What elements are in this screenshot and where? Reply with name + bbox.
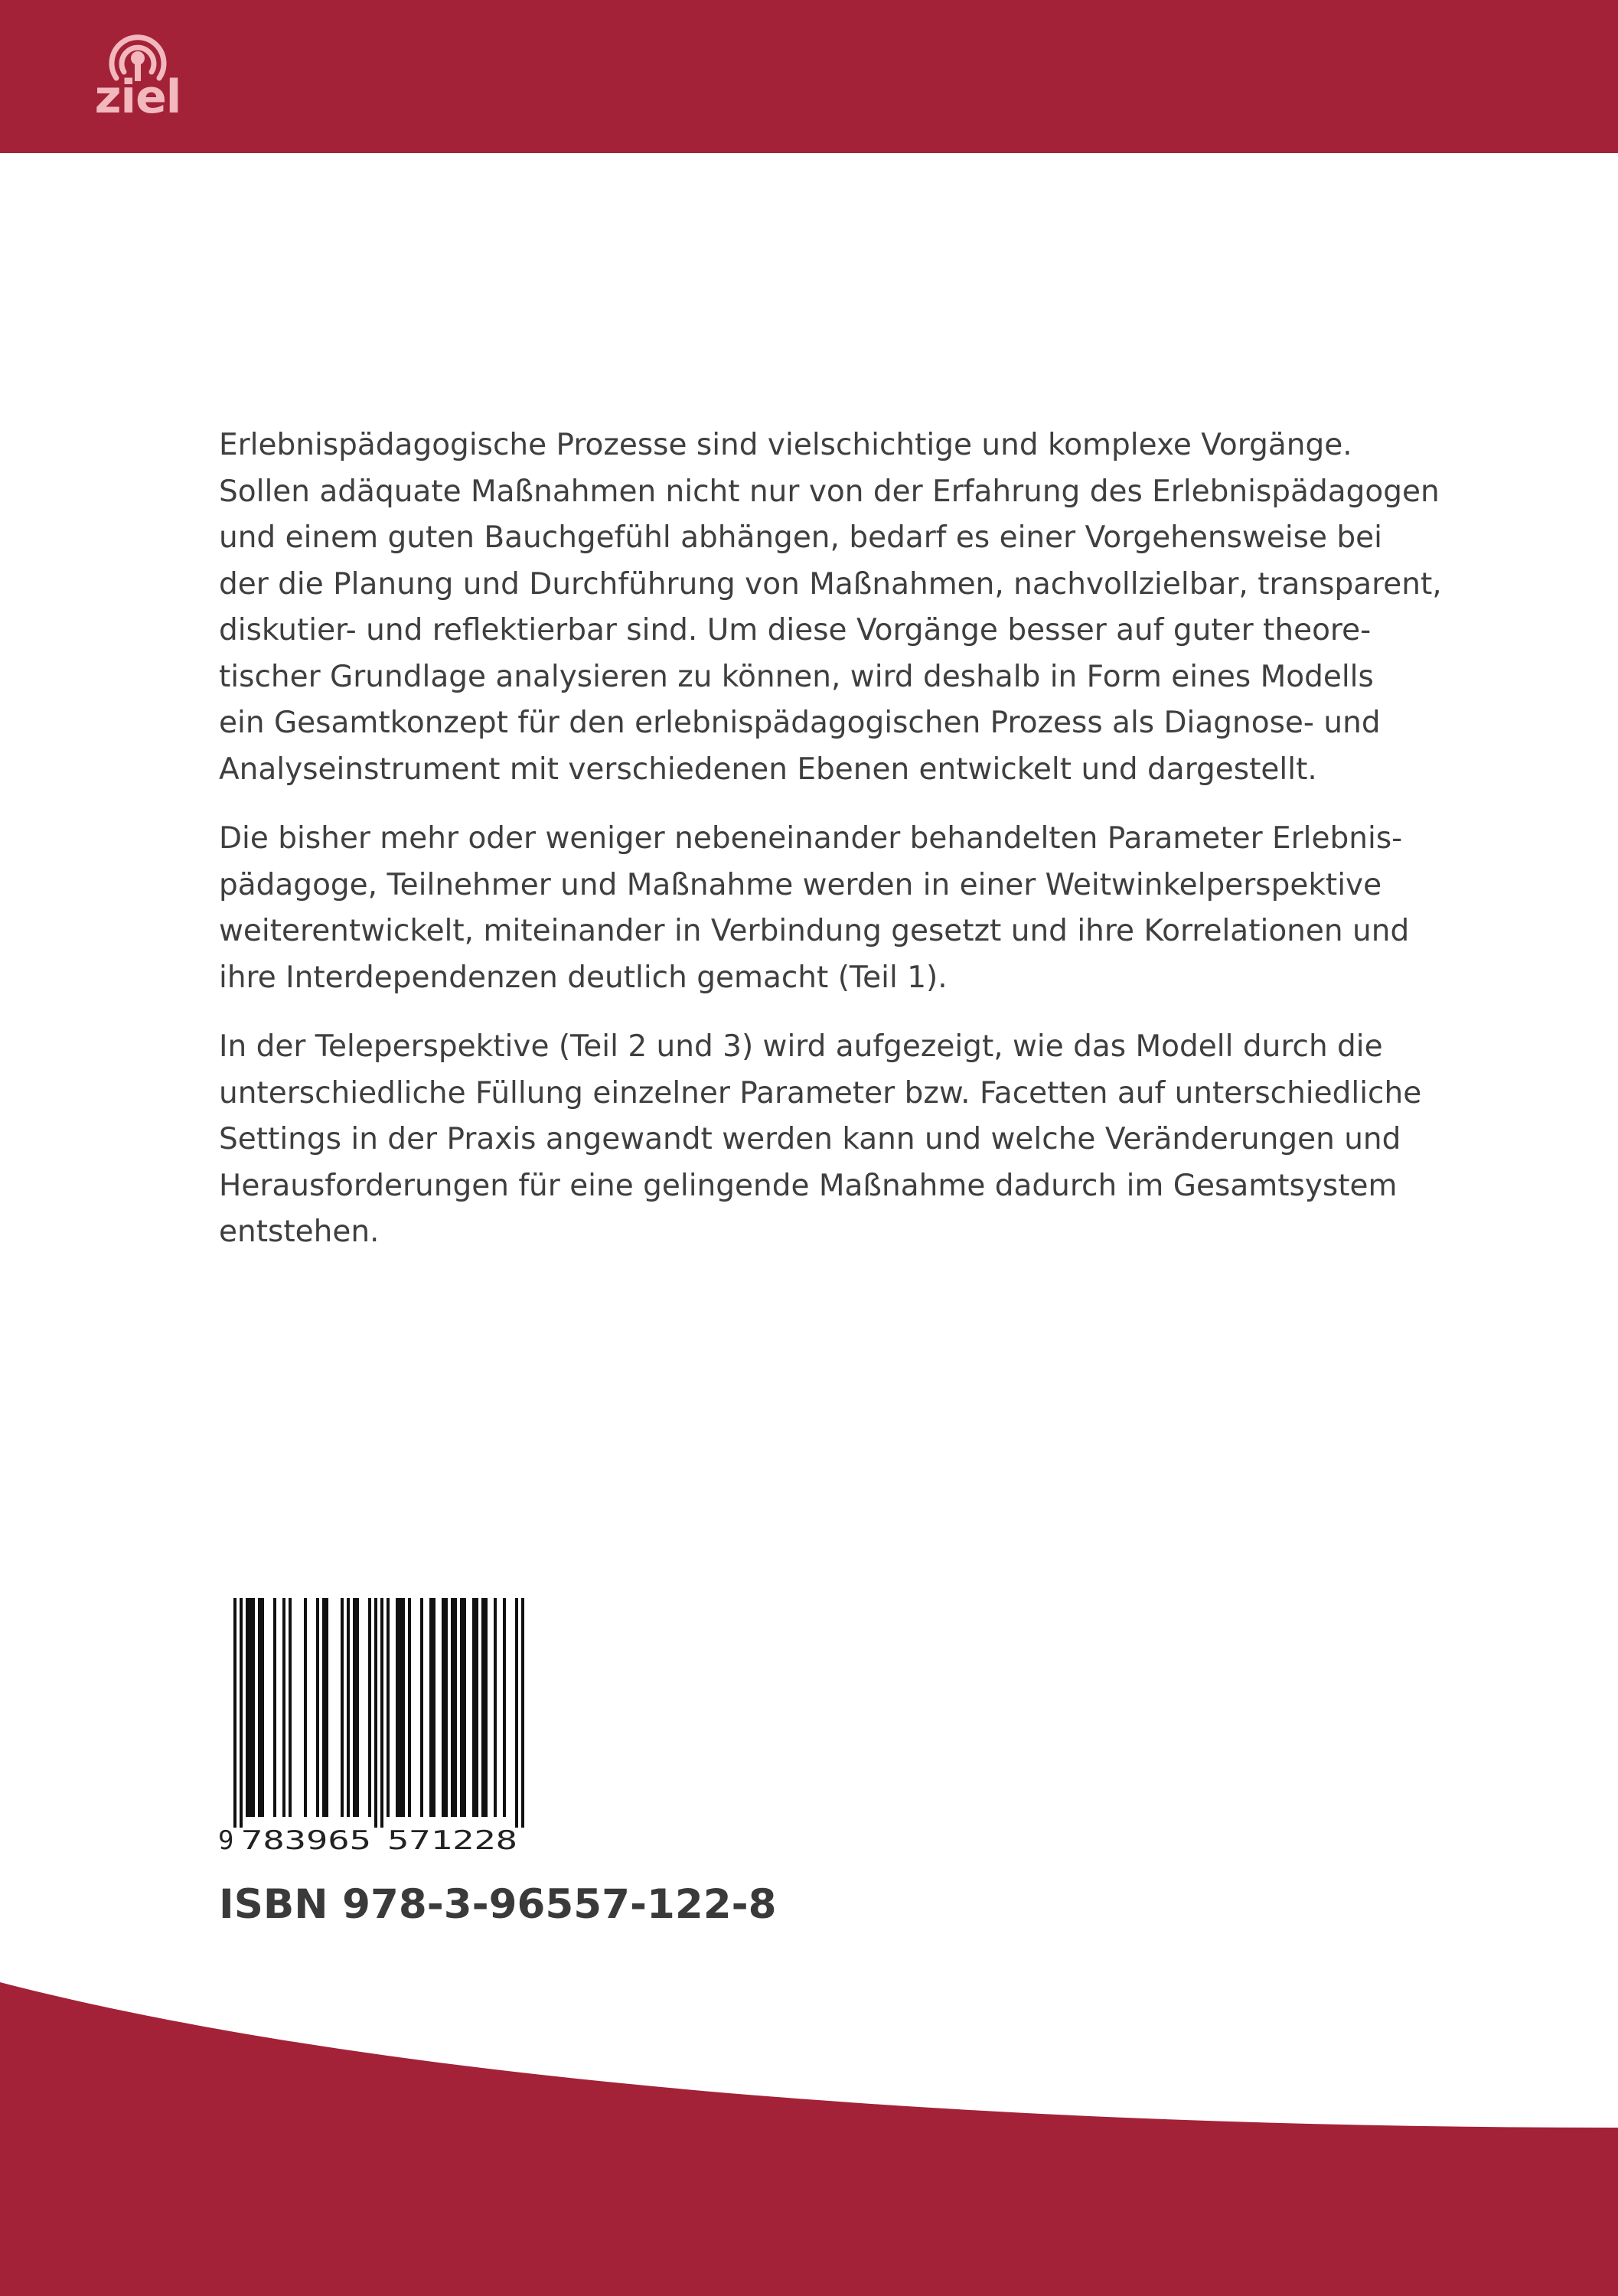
barcode-bar (258, 1598, 261, 1817)
blurb-line: Settings in der Praxis angewandt werden kann und welche Veränderungen und (219, 1122, 1401, 1156)
blurb-line: tischer Grundlage analysieren zu können, wird deshalb in Form eines Modells (219, 659, 1374, 694)
barcode-bar (304, 1598, 307, 1817)
blurb-line: ihre Interdependenzen deutlich gemacht (Teil 1). (219, 960, 948, 995)
barcode-bar (341, 1598, 344, 1817)
blurb-line: Analyseinstrument mit verschiedenen Ebenen entwickelt und dargestellt. (219, 752, 1317, 787)
barcode-first-digit: 9 (218, 1825, 234, 1856)
barcode-bar (451, 1598, 454, 1817)
blurb-line: pädagoge, Teilnehmer und Maßnahme werden in einer Weitwinkelperspektive (219, 867, 1382, 902)
barcode-bar (380, 1598, 383, 1828)
barcode-bar (374, 1598, 377, 1828)
barcode-bar (402, 1598, 405, 1817)
barcode-bar (408, 1598, 411, 1817)
barcode-bar (399, 1598, 402, 1817)
barcode-bar (322, 1598, 325, 1817)
barcode-bar (273, 1598, 276, 1817)
barcode-bar (356, 1598, 359, 1817)
blurb-line: Erlebnispädagogische Prozesse sind vielschichtige und komplexe Vorgänge. (219, 428, 1352, 462)
barcode-bar (445, 1598, 448, 1817)
barcode-bar (429, 1598, 432, 1817)
barcode-bar (396, 1598, 399, 1817)
barcode-bar (481, 1598, 484, 1817)
barcode-bar (432, 1598, 435, 1817)
barcode-bar (454, 1598, 457, 1817)
blurb-line: unterschiedliche Füllung einzelner Parameter bzw. Facetten auf unterschiedliche (219, 1075, 1422, 1110)
barcode-bar (282, 1598, 285, 1817)
blurb-line: Sollen adäquate Maßnahmen nicht nur von der Erfahrung des Erlebnispädagogen (219, 474, 1440, 509)
blurb-line: und einem guten Bauchgefühl abhängen, bedarf es einer Vorgehensweise bei (219, 520, 1382, 555)
barcode-bar (325, 1598, 328, 1817)
blurb-line: Herausforderungen für eine gelingende Maßnahme dadurch im Gesamtsystem (219, 1168, 1398, 1203)
isbn-label: ISBN 978-3-96557-122-8 (219, 1881, 777, 1928)
barcode-bar (249, 1598, 252, 1817)
blurb-paragraph-1 (219, 422, 1442, 793)
blurb-paragraph-3 (219, 1024, 1422, 1256)
barcode-bar (494, 1598, 497, 1817)
barcode-bar (316, 1598, 319, 1817)
barcode-bar (261, 1598, 264, 1817)
blurb-line: der die Planung und Durchführung von Maßnahmen, nachvollzielbar, transparent, (219, 566, 1442, 602)
barcode-bar (353, 1598, 356, 1817)
barcode-bar (460, 1598, 463, 1817)
back-cover-blurb (219, 422, 1442, 1279)
barcode-bar (515, 1598, 518, 1828)
top-brand-band (0, 0, 1618, 153)
barcode-bar (252, 1598, 255, 1817)
barcode-bar (503, 1598, 506, 1817)
barcode-bar (233, 1598, 237, 1828)
barcode-bar (368, 1598, 371, 1817)
barcode-bar (387, 1598, 390, 1817)
barcode-right-digits: 571228 (387, 1825, 517, 1856)
barcode-bar (484, 1598, 488, 1817)
blurb-paragraph-2 (219, 816, 1413, 1001)
bottom-brand-wave (0, 1967, 1618, 2296)
blurb-line: Die bisher mehr oder weniger nebeneinander behandelten Parameter Erlebnis- (219, 821, 1403, 856)
barcode-bar (289, 1598, 292, 1817)
barcode-bar (420, 1598, 423, 1817)
blurb-line: weiterentwickelt, miteinander in Verbindung gesetzt und ihre Korrelationen und (219, 914, 1410, 948)
barcode-bar (472, 1598, 475, 1817)
blurb-line: In der Teleperspektive (Teil 2 und 3) wird aufgezeigt, wie das Modell durch die (219, 1029, 1383, 1064)
barcode-bar (246, 1598, 249, 1817)
barcode-bar (475, 1598, 478, 1817)
ean-barcode (210, 1596, 563, 1857)
barcode-bar (347, 1598, 350, 1817)
blurb-line: diskutier- und reflektierbar sind. Um diese Vorgänge besser auf guter theore- (219, 613, 1372, 647)
barcode-bar (442, 1598, 445, 1817)
publisher-name: ziel (94, 70, 181, 124)
blurb-line: entstehen. (219, 1215, 380, 1249)
barcode-bar (240, 1598, 243, 1828)
barcode-bar (463, 1598, 466, 1817)
blurb-line: ein Gesamtkonzept für den erlebnispädagogischen Prozess als Diagnose- und (219, 706, 1381, 740)
publisher-logo (84, 26, 191, 141)
barcode-bar (521, 1598, 524, 1828)
barcode-left-digits: 783965 (241, 1825, 371, 1856)
barcode-bars (233, 1598, 524, 1828)
